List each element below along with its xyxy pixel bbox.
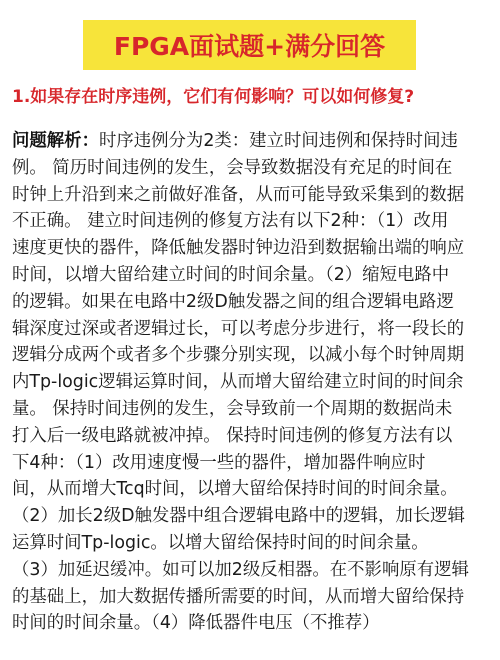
answer-line: 的基础上，加大数据传播所需要的时间，从而增大留给保持	[12, 586, 465, 607]
answer-line: 辑深度过深或者逻辑过长，可以考虑分步进行，将一段长的	[12, 318, 465, 339]
answer-lead-label: 问题解析：	[12, 131, 99, 151]
question-heading: 1.如果存在时序违例，它们有何影响？可以如何修复?	[12, 87, 415, 107]
answer-line: 打入后一级电路就被冲掉。 保持时间违例的修复方法有以	[12, 425, 453, 446]
answer-line: 时间，以增大留给建立时间的时间余量。（2）缩短电路中	[12, 264, 450, 285]
answer-line: 量。 保持时间违例的发生，会导致前一个周期的数据尚未	[12, 398, 453, 419]
answer-line: 的逻辑。如果在电路中2级D触发器之间的组合逻辑电路逻	[12, 291, 454, 312]
answer-line: 内Tp-logic逻辑运算时间，从而增大留给建立时间的时间余	[12, 372, 464, 393]
answer-line: 逻辑分成两个或者多个步骤分别实现，以减小每个时钟周期	[12, 345, 465, 366]
page-title: FPGA面试题+满分回答	[113, 32, 386, 61]
answer-line: （2）加长2级D触发器中组合逻辑电路中的逻辑，加长逻辑	[12, 506, 465, 527]
answer-line	[12, 128, 492, 155]
answer-body	[12, 128, 492, 637]
answer-line: 间，从而增大Tcq时间，以增大留给保持时间的时间余量。	[12, 479, 458, 500]
answer-line: 时钟上升沿到来之前做好准备，从而可能导致采集到的数据	[12, 184, 465, 205]
answer-line: 运算时间Tp-logic。以增大留给保持时间的时间余量。	[12, 532, 429, 553]
answer-line: 时间的时间余量。（4）降低器件电压（不推荐）	[12, 613, 380, 634]
answer-line: 速度更快的器件，降低触发器时钟边沿到数据输出端的响应	[12, 238, 465, 259]
answer-line: 例。 简历时间违例的发生，会导致数据没有充足的时间在	[12, 157, 453, 178]
answer-first-line-text: 时序违例分为2类：建立时间违例和保持时间违	[98, 131, 458, 151]
answer-line: 下4种：（1）改用速度慢一些的器件，增加器件响应时	[12, 452, 426, 473]
title-banner	[83, 20, 416, 70]
answer-line: 不正确。 建立时间违例的修复方法有以下2种：（1）改用	[12, 211, 449, 232]
answer-line: （3）加延迟缓冲。如可以加2级反相器。在不影响原有逻辑	[12, 559, 469, 580]
